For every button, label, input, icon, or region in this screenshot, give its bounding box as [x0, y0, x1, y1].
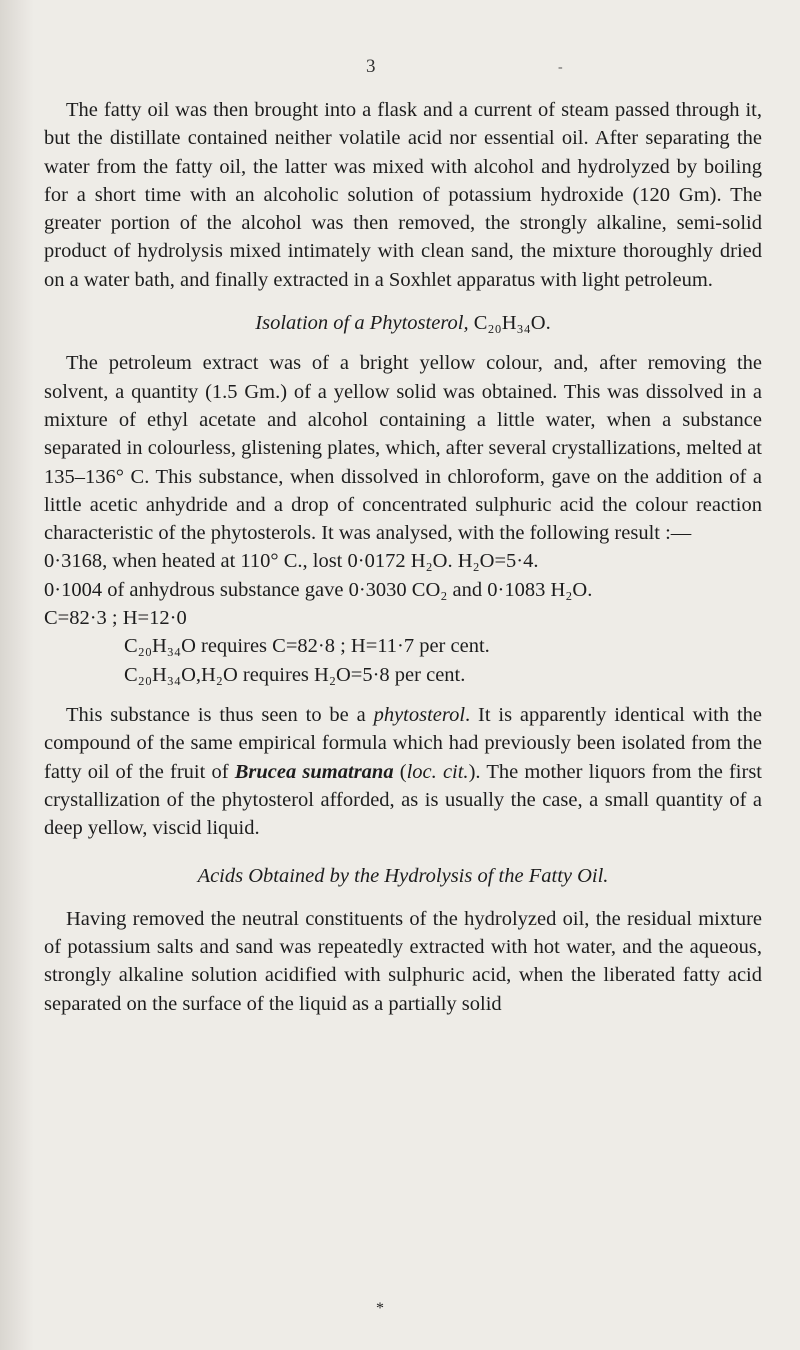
- bottom-mark: *: [376, 1300, 384, 1317]
- analysis-line-3: C=82·3 ; H=12·0: [44, 607, 187, 630]
- page-edge-shadow: [0, 0, 34, 1350]
- text-run: ). The mother liquors from the first crystallization of the phytosterol afforded, as is usually the case, a small quantity of a deep yellow, viscid liquid.: [44, 760, 762, 840]
- analysis-results: [44, 547, 762, 688]
- paragraph-petroleum-extract: The petroleum extract was of a bright yellow colour, and, after removing the solvent, a quantity (1.5 Gm.) of a yellow solid was obtained. This was dissolved in a mixture of ethyl acetate and alcohol containing a little water, when a substance separated in colourless, glistening plates, which, after several crystallizations, melted at 135–136° C. This substance, when dissolved in chloroform, gave on the addition of a little acetic anhydride and a drop of concentrated sulphuric acid the colour reaction characteristic of the phytosterols. It was analysed, with the following result :—: [44, 352, 762, 545]
- emphasis-loc-cit: loc. cit.: [406, 760, 469, 783]
- paragraph-acid-extraction: Having removed the neutral constituents of the hydrolyzed oil, the residual mixture of potassium salts and sand was repeatedly extracted with hot water, and the aqueous, strongly alkaline solution acidified with sulphuric acid, when the liberated fatty acid separated on the surface of the liquid as a partially solid: [44, 907, 762, 1015]
- section-heading-isolation: [44, 309, 762, 337]
- text-run: This substance is thus seen to be a: [66, 703, 374, 726]
- page-number: 3: [366, 56, 376, 77]
- emphasis-species: Brucea sumatrana: [234, 760, 394, 783]
- analysis-line-5: C₂₀H₃₄O,H₂O requires H₂O=5·8 per cent.: [124, 663, 466, 686]
- emphasis-phytosterol: phytosterol: [373, 703, 466, 726]
- paragraph-phytosterol-identity: [44, 701, 762, 842]
- heading-title: Isolation of a Phytosterol,: [255, 312, 474, 335]
- analysis-line-2: 0·1004 of anhydrous substance gave 0·3030 CO₂ and 0·1083 H₂O.: [44, 578, 593, 601]
- text-run: . It is apparently identical with the compound of the same empirical formula which had previously been isolated from the fatty oil of the fruit of: [44, 703, 763, 783]
- analysis-line-4: C₂₀H₃₄O requires C=82·8 ; H=11·7 per cent.: [124, 635, 490, 658]
- heading-formula: C₂₀H₃₄O.: [473, 312, 551, 335]
- page-body: [44, 60, 762, 1018]
- paragraph-steam-distillation: The fatty oil was then brought into a flask and a current of steam passed through it, but the distillate contained neither volatile acid nor essential oil. After separating the water from the fatty oil, the latter was mixed with alcohol and hydrolyzed by boiling for a short time with an alcoholic solution of potassium hydroxide (120 Gm). The greater portion of the alcohol was then removed, the strongly alkaline, semi-solid product of hydrolysis mixed intimately with clean sand, the mixture thoroughly dried on a water bath, and finally extracted in a Soxhlet apparatus with light petroleum.: [44, 99, 762, 291]
- analysis-line-1: 0·3168, when heated at 110° C., lost 0·0172 H₂O. H₂O=5·4.: [44, 550, 539, 573]
- text-run: (: [393, 760, 407, 783]
- page-mark: -: [558, 60, 563, 75]
- section-heading-acids: Acids Obtained by the Hydrolysis of the Fatty Oil.: [197, 865, 609, 888]
